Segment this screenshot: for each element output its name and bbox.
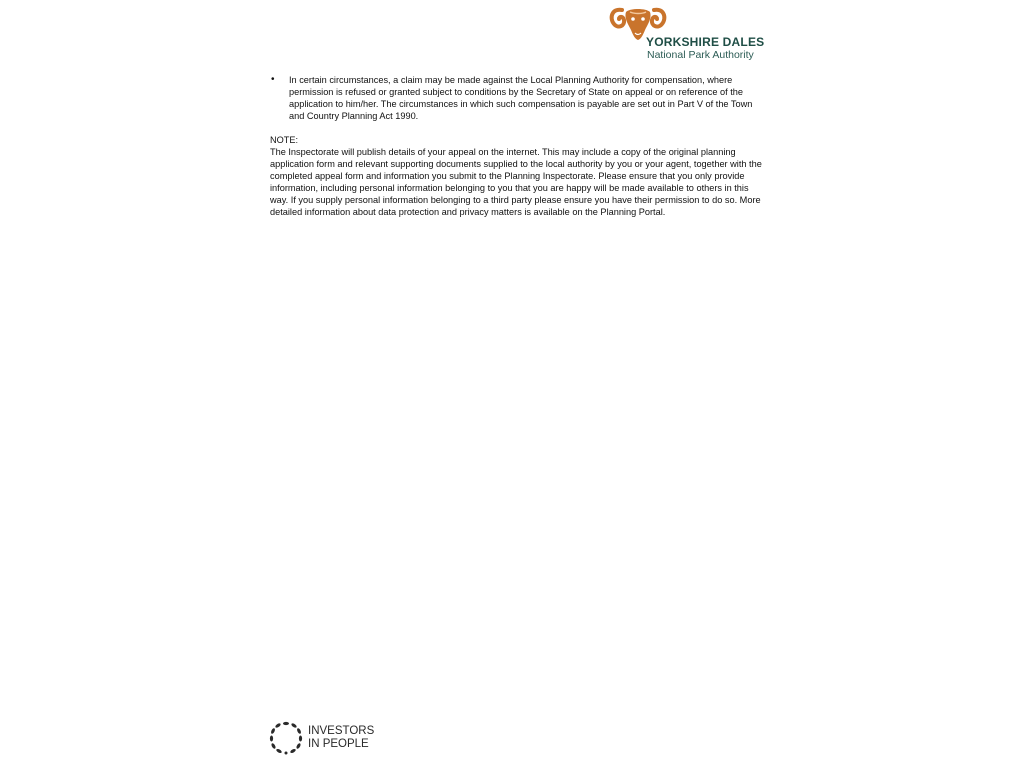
yorkshire-dales-logo	[606, 4, 766, 66]
note-heading: NOTE:	[270, 135, 299, 145]
investors-in-people-wordmark	[308, 725, 374, 751]
logo-line-investors: INVESTORS	[308, 725, 375, 737]
laurel-wreath-icon	[268, 720, 304, 756]
compensation-paragraph: In certain circumstances, a claim may be made against the Local Planning Authority for compensation, where permission is refused or granted subject to conditions by the Secretary of State on appeal or on reference of the application to him/her. The circumstances in which such compensation is payable are set out in Part V of the Town and Country Planning Act 1990.	[289, 75, 753, 121]
note-paragraph: The Inspectorate will publish details of your appeal on the internet. This may include a copy of the original planning application form and relevant supporting documents supplied to the local authority by you or your agent, together with the completed appeal form and information you submit to the Planning Inspectorate. Please ensure that you only provide information, including personal information belonging to you that you are happy will be made available to others in this way. If you supply personal information belonging to a third party please ensure you have their permission to do so. More detailed information about data protection and privacy matters is available on the Planning Portal.	[270, 147, 762, 217]
compensation-bullet	[270, 74, 762, 122]
document-body	[270, 74, 762, 218]
logo-organisation-name: YORKSHIRE DALES	[646, 35, 765, 49]
bullet-icon: •	[271, 74, 275, 85]
logo-organisation-subtitle: National Park Authority	[647, 49, 754, 61]
investors-in-people-logo	[268, 720, 388, 758]
logo-line-in-people: IN PEOPLE	[308, 738, 369, 750]
